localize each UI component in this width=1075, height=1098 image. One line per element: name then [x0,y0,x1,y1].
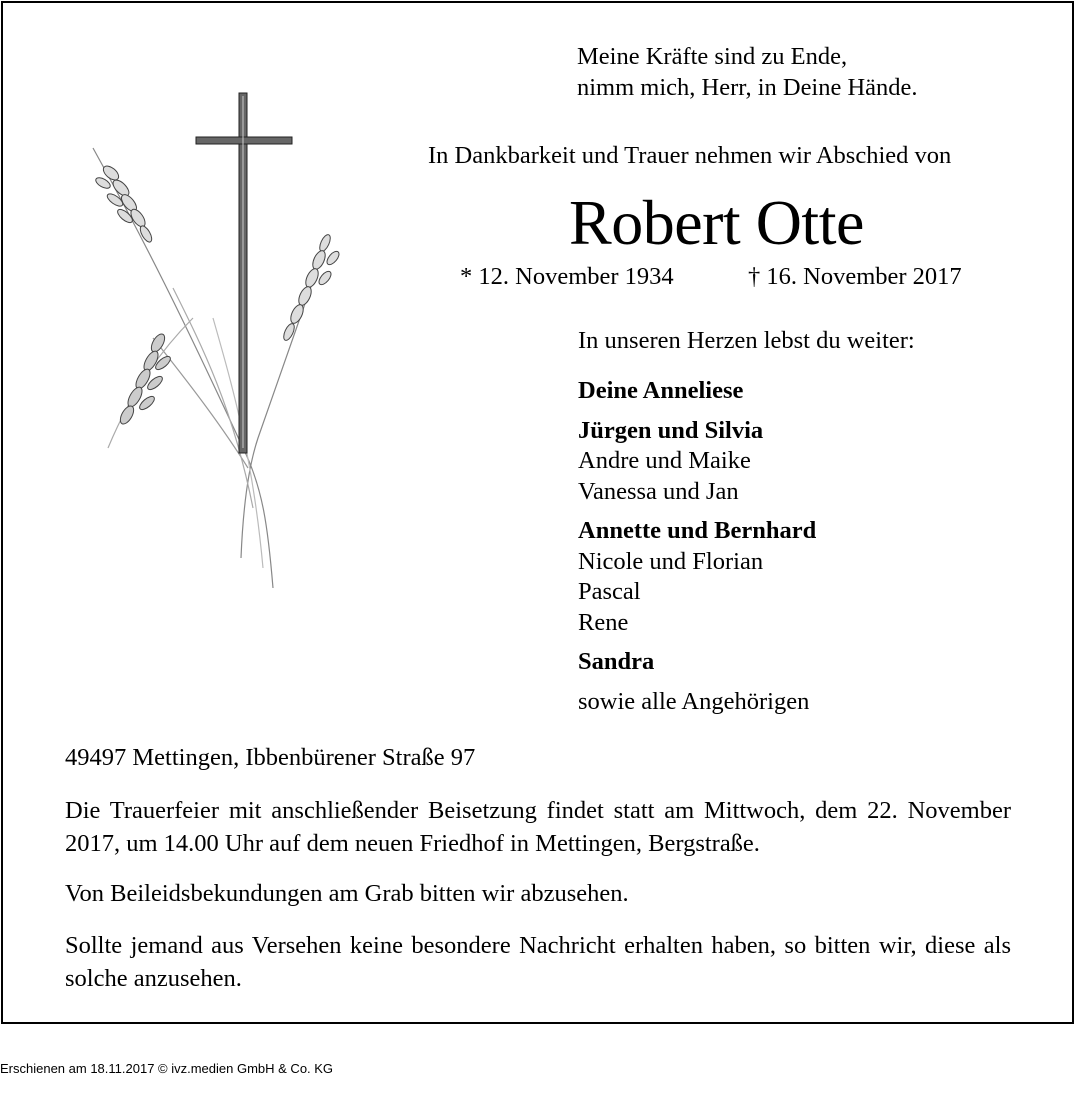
notice-note: Sollte jemand aus Versehen keine besondere Nachricht erhalten haben, so bitten wir, diese als solche anzusehen. [65,932,1011,992]
dedication-line: In unseren Herzen lebst du weiter: [578,327,915,354]
family-member: Rene [578,608,629,636]
family-member: Andre und Maike [578,447,751,474]
family-head: Annette und Bernhard [578,517,817,544]
address: 49497 Mettingen, Ibbenbürener Straße 97 [65,744,476,771]
deceased-name: Robert Otte [569,187,864,258]
condolence-note: Von Beileidsbekundungen am Grab bitten wir abzusehen. [65,880,629,907]
cross-with-wheat-icon [63,88,363,598]
verse [577,41,918,103]
death-date: † 16. November 2017 [748,263,962,290]
intro-text: In Dankbarkeit und Trauer nehmen wir Abschied von [428,142,952,169]
obituary-notice [1,1,1074,1024]
birth-date: * 12. November 1934 [460,263,674,290]
family-member: Vanessa und Jan [578,477,739,505]
family-member: Nicole und Florian [578,547,764,575]
verse-line: nimm mich, Herr, in Deine Hände. [577,74,918,101]
family-member: Pascal [578,578,641,605]
verse-line: Meine Kräfte sind zu Ende, [577,43,848,70]
family-list [578,376,816,717]
family-head: Jürgen und Silvia [578,416,764,444]
publication-footer: Erschienen am 18.11.2017 © ivz.medien GmbH & Co. KG [0,1061,334,1076]
funeral-info: Die Trauerfeier mit anschließender Beisetzung findet statt am Mittwoch, dem 22. November 2017, um 14.00 Uhr auf dem neuen Friedhof in Mettingen, Bergstraße. [65,797,1011,857]
family-closing: sowie alle Angehörigen [578,687,810,715]
family-head: Sandra [578,648,655,675]
family-head: Deine Anneliese [578,377,744,404]
